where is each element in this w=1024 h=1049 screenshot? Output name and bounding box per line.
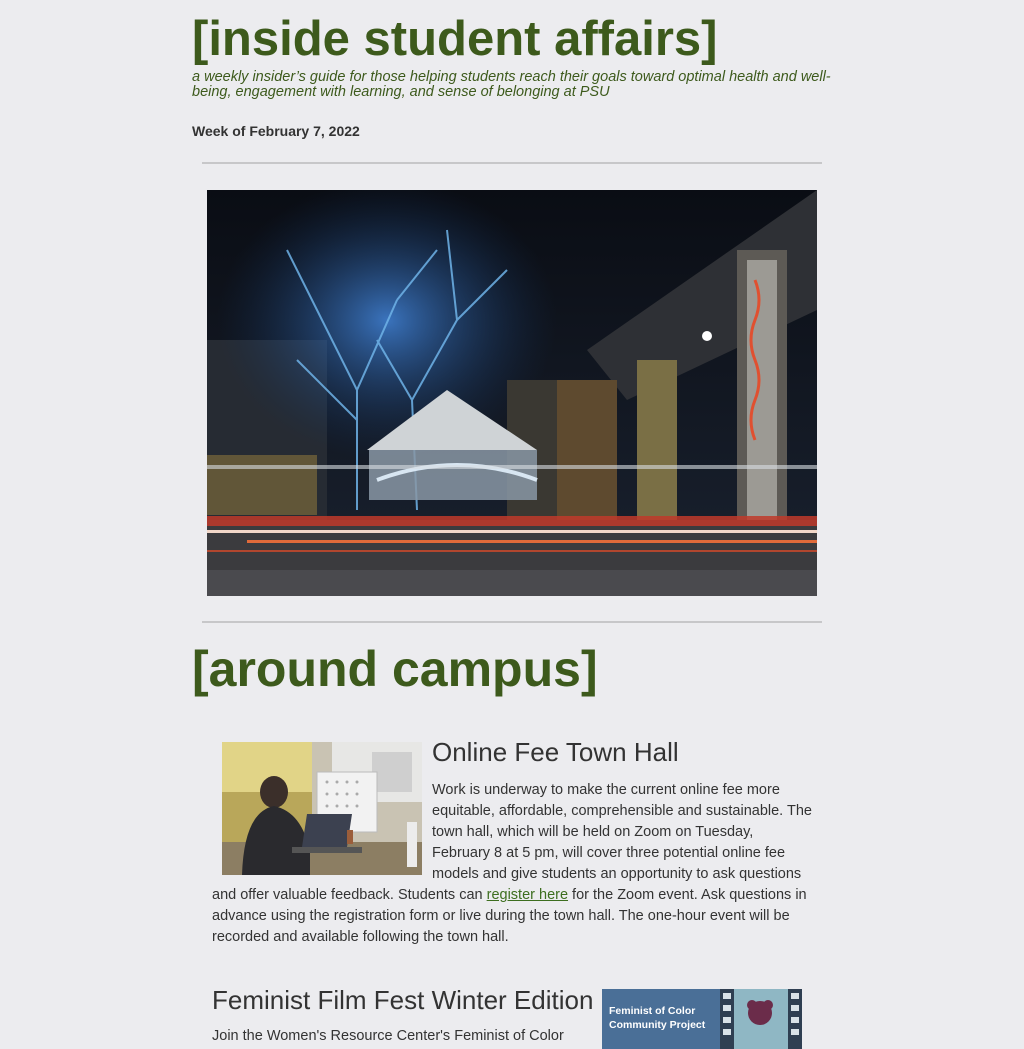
article-body-text: for the Zoom event. Ask questions in advance using the registration form or live during the town hall. The one-hour event will be recorded and available following the town hall. <box>212 887 807 945</box>
divider <box>202 621 822 623</box>
issue-date: Week of February 7, 2022 <box>192 123 360 139</box>
article-feminist-film-fest <box>212 984 812 1047</box>
article-body-text: Work is underway to make the current online fee more equitable, affordable, comprehensible and sustainable. The town hall, which will be held on Zoom on Tuesday, February 8 at 5 pm, will cover three potential online fee models and give students an opportunity to ask questions and offer valuable feedback. Students can <box>212 782 812 903</box>
poster-text: Community Project <box>609 1019 706 1031</box>
student-laptop-illustration <box>222 742 422 875</box>
divider <box>202 162 822 164</box>
article-thumbnail <box>222 742 422 875</box>
article-heading: Online Fee Town Hall <box>432 737 679 767</box>
article-heading: Feminist Film Fest Winter Edition <box>212 985 594 1015</box>
poster-text: Feminist of Color <box>609 1005 696 1017</box>
section-title: [around campus] <box>192 641 598 697</box>
hero-night-street-illustration <box>207 190 817 596</box>
article-body: Join the Women's Resource Center's Feminist of Color <box>212 1028 564 1044</box>
film-fest-poster-illustration <box>602 989 802 1049</box>
article-thumbnail <box>602 989 802 1049</box>
newsletter-title: [inside student affairs] <box>192 12 718 66</box>
hero-image <box>207 190 817 596</box>
article-online-fee-town-hall <box>212 736 812 948</box>
register-here-link[interactable]: register here <box>486 887 569 903</box>
newsletter-tagline: a weekly insider’s guide for those helping students reach their goals toward optimal health and well-being, engagement with learning, and sense of belonging at PSU <box>192 69 831 100</box>
masthead <box>192 12 832 100</box>
